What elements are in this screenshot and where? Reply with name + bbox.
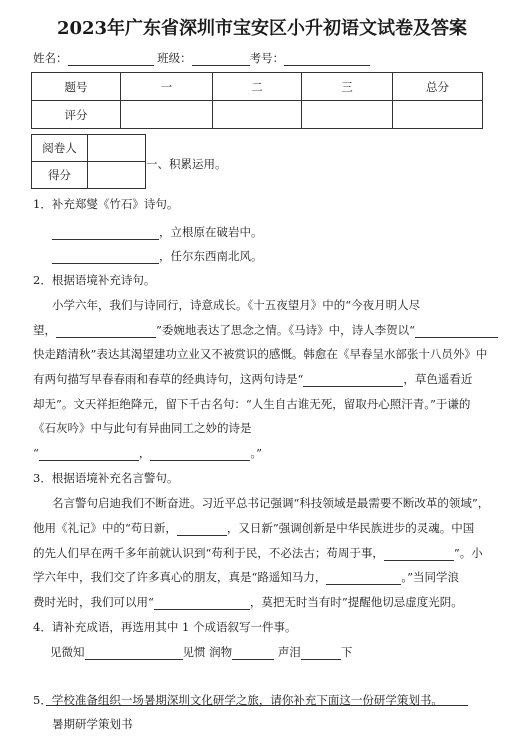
question-2-para-line: 快走踏清秋”表达其渴望建功立业又不被赏识的感慨。韩愈在《早春呈水部张十八员外》中 — [33, 347, 488, 361]
reviewer-table — [31, 134, 146, 189]
page-title: 2023年广东省深圳市宝安区小升初语文试卷及答案 — [56, 18, 468, 39]
answer-blank[interactable] — [150, 447, 250, 461]
score-header-cell: 三 — [302, 73, 393, 101]
text: ，莫把无时当有时”提醒他切忌虚度光阴。 — [249, 595, 463, 609]
question-3-para-line — [33, 520, 474, 536]
score-header-cell: 题号 — [32, 73, 121, 101]
text: 学六年中，我们交了许多真心的朋友，真是“路遥知马力， — [33, 570, 327, 584]
score-header-cell: 一 — [121, 73, 213, 101]
text: 望， — [33, 323, 56, 337]
question-2-para-line: 《石灰吟》中与此句有异曲同工之妙的诗是 — [33, 421, 252, 435]
score-cell[interactable] — [393, 101, 483, 129]
question-1-title: 1．补充郑燮《竹石》诗句。 — [33, 197, 179, 211]
idiom-text: 见惯 — [182, 645, 206, 659]
score-table — [31, 72, 483, 129]
question-3-para-line — [33, 569, 459, 585]
idiom-text: 润物 — [209, 645, 233, 659]
reviewer-score-cell[interactable] — [88, 162, 146, 189]
question-1-text-2: ，任尔东西南北风。 — [159, 249, 263, 263]
answer-blank[interactable] — [303, 373, 403, 387]
answer-blank[interactable] — [85, 646, 183, 660]
question-1-text-1: ，立根原在破岩中。 — [159, 225, 263, 239]
text: 有两句描写早春春雨和春草的经典诗句，这两句诗是“ — [33, 372, 304, 386]
section-heading: 一、积累运用。 — [146, 157, 227, 171]
question-5-title: 5．学校准备组织一场暑期深圳文化研学之旅，请你补充下面这一份研学策划书。 — [33, 693, 443, 707]
question-1-line-1 — [52, 224, 263, 240]
text: 费时光时，我们可以用“ — [33, 595, 154, 609]
answer-blank[interactable] — [301, 646, 341, 660]
question-3-para-line — [33, 545, 483, 561]
text: ，又日新”强调创新是中华民族进步的灵魂。中国 — [226, 521, 475, 535]
answer-blank[interactable] — [326, 571, 401, 585]
score-table-header-row — [32, 73, 483, 101]
exam-no-blank[interactable] — [284, 53, 370, 66]
text: 他用《礼记》中的“苟日新， — [33, 521, 177, 535]
score-cell[interactable] — [302, 101, 393, 129]
idiom-text: 声泪 — [277, 645, 301, 659]
text: 。” — [250, 446, 263, 460]
class-label: 班级： — [157, 51, 192, 65]
question-3-title: 3．根据语境补充名言警句。 — [33, 471, 179, 485]
answer-blank[interactable] — [384, 547, 454, 561]
score-header-cell: 总分 — [393, 73, 483, 101]
question-2-para-line — [33, 322, 498, 338]
question-2-title: 2．根据语境补充诗句。 — [33, 273, 156, 287]
reviewer-label: 阅卷人 — [32, 135, 88, 162]
question-3-para-line — [33, 594, 463, 610]
score-table-score-row — [32, 101, 483, 129]
question-2-para-line — [33, 445, 262, 461]
answer-blank[interactable] — [232, 646, 274, 660]
class-blank[interactable] — [192, 53, 250, 66]
question-1-line-2 — [52, 248, 263, 264]
name-label: 姓名： — [33, 51, 68, 65]
question-2-para-line — [33, 371, 472, 387]
text: ”委婉地表达了思念之情。《马诗》中，诗人李贺以“ — [156, 323, 416, 337]
answer-blank[interactable] — [56, 324, 156, 338]
text: ， — [138, 446, 151, 460]
answer-blank[interactable] — [415, 324, 498, 338]
score-cell[interactable] — [213, 101, 302, 129]
text: ”。小 — [453, 546, 483, 560]
score-cell[interactable] — [121, 101, 213, 129]
answer-blank[interactable] — [154, 596, 250, 610]
answer-blank[interactable] — [177, 522, 227, 536]
question-3-para-line: 名言警句启迪我们不断奋进。习近平总书记强调“科技领域是最需要不断改革的领域”， — [52, 496, 490, 510]
idiom-text: 下 — [340, 645, 353, 659]
text: 。”当同学浪 — [401, 570, 460, 584]
text: ，草色遥看近 — [403, 372, 473, 386]
reviewer-cell[interactable] — [88, 135, 146, 162]
score-header-cell: 二 — [213, 73, 302, 101]
reviewer-score-label: 得分 — [32, 162, 88, 189]
question-4-title: 4．请补充成语，再选用其中 1 个成语叙写一件事。 — [33, 620, 297, 634]
exam-no-label: 考号： — [249, 51, 285, 65]
score-row-label: 评分 — [32, 101, 121, 129]
answer-blank[interactable] — [39, 447, 139, 461]
question-2-para-line: 却无”。文天祥拒绝降元，留下千古名句：“人生自古谁无死，留取丹心照汗青。”于谦的 — [33, 397, 471, 411]
question-2-para-line: 小学六年，我们与诗同行，诗意成长。《十五夜望月》中的“今夜月明人尽 — [52, 298, 421, 312]
text: 的先人们早在两千多年前就认识到“苟利于民，不必法古；苟周于事， — [33, 546, 384, 560]
answer-blank[interactable] — [52, 226, 159, 240]
idiom-text: 见微知 — [50, 645, 85, 659]
idiom-row — [50, 644, 352, 660]
answer-blank[interactable] — [52, 250, 159, 264]
name-blank[interactable] — [68, 53, 154, 66]
question-5-subtitle: 暑期研学策划书 — [52, 717, 133, 731]
text: “ — [33, 446, 39, 460]
student-info-line — [33, 50, 370, 66]
